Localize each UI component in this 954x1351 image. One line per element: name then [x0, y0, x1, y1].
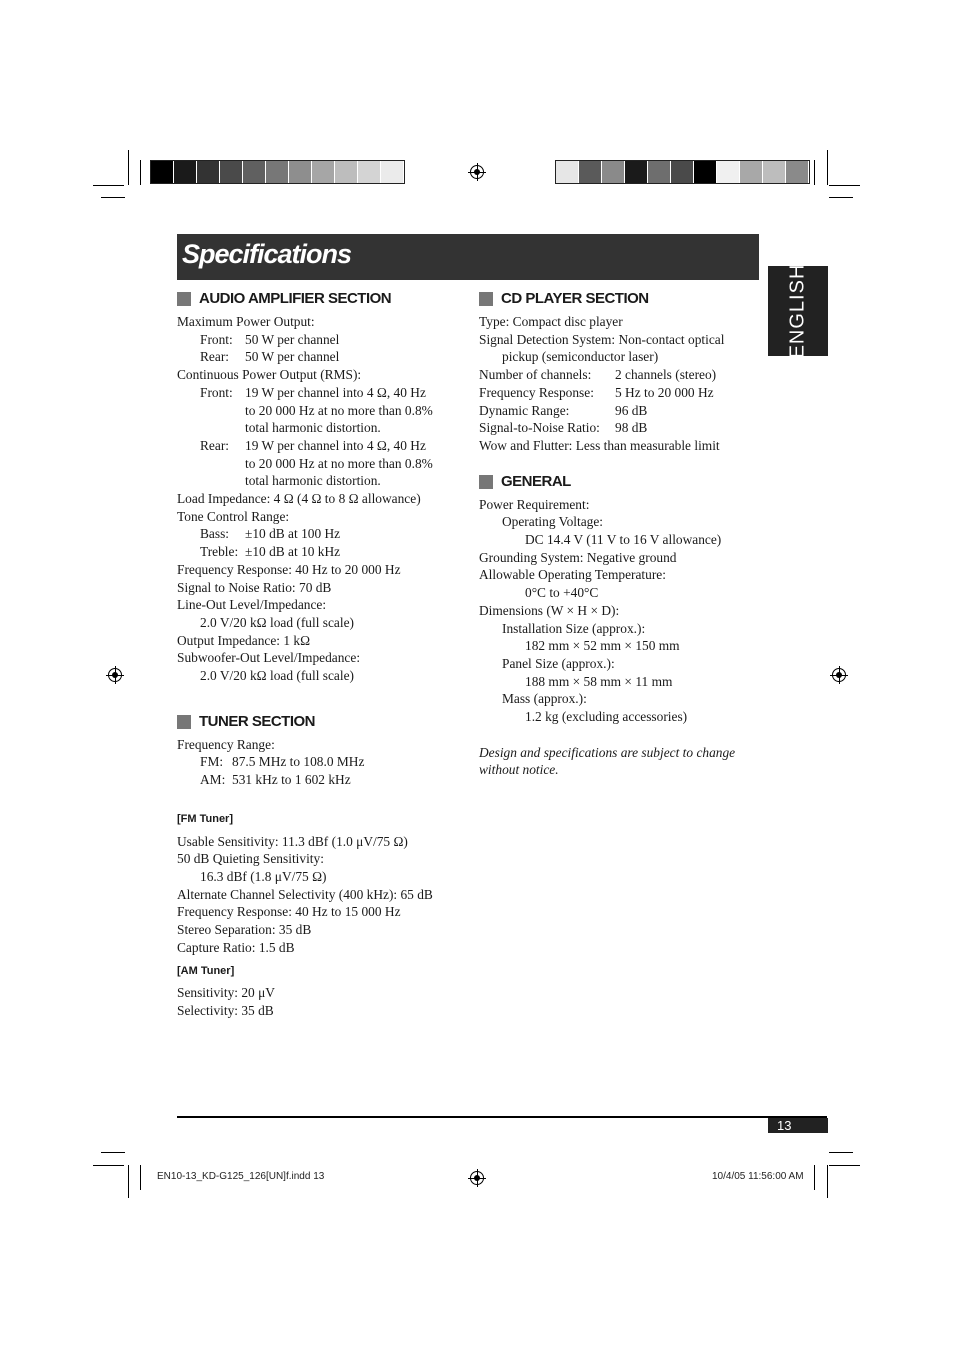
crop-mark	[829, 1165, 860, 1166]
spec-line: 50 dB Quieting Sensitivity:	[177, 851, 324, 867]
spec-value	[245, 437, 433, 490]
spec-label: Front:	[200, 384, 233, 400]
color-swatch	[648, 161, 671, 183]
spec-value-line: to 20 000 Hz at no more than 0.8%	[245, 455, 433, 471]
color-swatch	[243, 161, 266, 183]
registration-mark-icon	[832, 668, 846, 682]
spec-line: Power Requirement:	[479, 496, 590, 512]
spec-value: 87.5 MHz to 108.0 MHz	[232, 754, 365, 770]
color-swatch	[671, 161, 694, 183]
color-swatch	[220, 161, 243, 183]
heading-text: AUDIO AMPLIFIER SECTION	[199, 290, 392, 308]
date-slug: 10/4/05 11:56:00 AM	[712, 1171, 804, 1182]
registration-mark-icon	[108, 668, 122, 682]
spec-row	[479, 419, 759, 437]
spec-line: Operating Voltage:	[502, 514, 604, 530]
disclaimer-note: Design and specifications are subject to change	[479, 744, 736, 760]
color-bar-right	[555, 160, 810, 184]
language-label: ENGLISH	[786, 263, 809, 359]
spec-line: Type: Compact disc player	[479, 314, 623, 329]
spec-value: 2 channels (stereo)	[615, 367, 717, 383]
spec-value: 50 W per channel	[245, 331, 340, 347]
spec-line: pickup (semiconductor laser)	[502, 349, 659, 365]
spec-line: Mass (approx.):	[502, 691, 587, 707]
spec-line: Frequency Response: 40 Hz to 20 000 Hz	[177, 561, 401, 577]
spec-row	[479, 366, 759, 384]
am-tuner-subheading: [AM Tuner]	[177, 964, 235, 977]
spec-line: Allowable Operating Temperature:	[479, 567, 666, 583]
spec-value: 5 Hz to 20 000 Hz	[615, 384, 714, 400]
spec-line: Signal to Noise Ratio: 70 dB	[177, 579, 332, 595]
spec-line: Wow and Flutter: Less than measurable limit	[479, 437, 720, 453]
spec-row	[177, 348, 467, 366]
crop-mark	[827, 150, 828, 185]
heading-text: TUNER SECTION	[199, 712, 316, 730]
spec-line: Selectivity: 35 dB	[177, 1002, 274, 1018]
heading-text: GENERAL	[501, 472, 571, 490]
spec-line: 182 mm × 52 mm × 150 mm	[525, 638, 680, 654]
spec-line: Installation Size (approx.):	[502, 620, 646, 636]
spec-label: Rear:	[200, 437, 229, 453]
spec-line: 16.3 dBf (1.8 μV/75 Ω)	[200, 868, 327, 884]
spec-line: Grounding System: Negative ground	[479, 549, 677, 565]
color-swatch	[763, 161, 786, 183]
title-bar	[177, 234, 759, 280]
spec-line: Continuous Power Output (RMS):	[177, 367, 362, 383]
spec-value-line: total harmonic distortion.	[245, 420, 381, 436]
spec-value: ±10 dB at 10 kHz	[245, 544, 341, 560]
spec-line: Subwoofer-Out Level/Impedance:	[177, 650, 361, 666]
spec-line: Sensitivity: 20 μV	[177, 985, 275, 1001]
spec-line: Output Impedance: 1 kΩ	[177, 632, 311, 648]
section-square-icon	[479, 475, 493, 489]
spec-line: Signal Detection System: Non-contact optical	[479, 331, 725, 347]
color-swatch	[289, 161, 312, 183]
crop-mark	[829, 1152, 853, 1153]
spec-row	[479, 384, 759, 402]
crop-mark	[814, 1165, 815, 1190]
disclaimer-note: without notice.	[479, 762, 559, 778]
crop-mark	[140, 1165, 141, 1190]
color-swatch	[786, 161, 809, 183]
color-swatch	[602, 161, 625, 183]
spec-value	[245, 384, 433, 437]
spec-line: Capture Ratio: 1.5 dB	[177, 939, 295, 955]
color-swatch	[740, 161, 763, 183]
spec-line: Panel Size (approx.):	[502, 655, 615, 671]
page-number: 13	[768, 1118, 828, 1133]
tuner-section-heading	[177, 712, 467, 732]
language-tab	[768, 263, 828, 359]
spec-value: 531 kHz to 1 602 kHz	[232, 772, 351, 788]
color-swatch	[694, 161, 717, 183]
audio-section-heading	[177, 289, 467, 309]
registration-mark-icon	[470, 1171, 484, 1185]
spec-line: 2.0 V/20 kΩ load (full scale)	[200, 668, 354, 684]
crop-mark	[93, 1165, 124, 1166]
spec-line: DC 14.4 V (11 V to 16 V allowance)	[525, 532, 722, 548]
spec-label: Signal-to-Noise Ratio:	[479, 420, 600, 436]
heading-text: CD PLAYER SECTION	[501, 290, 649, 308]
color-swatch	[335, 161, 358, 183]
section-square-icon	[479, 292, 493, 306]
cd-section-heading	[479, 289, 759, 309]
spec-line: Alternate Channel Selectivity (400 kHz): 65 dB	[177, 886, 433, 902]
crop-mark	[814, 160, 815, 185]
color-swatch	[312, 161, 335, 183]
spec-row	[177, 771, 467, 789]
spec-value: 96 dB	[615, 402, 648, 418]
spec-label: Front:	[200, 331, 233, 347]
spec-row	[177, 384, 467, 437]
spec-line: 1.2 kg (excluding accessories)	[525, 709, 688, 725]
file-slug: EN10-13_KD-G125_126[UN]f.indd 13	[157, 1171, 325, 1182]
crop-mark	[140, 160, 141, 185]
crop-mark	[128, 150, 129, 185]
spec-label: Frequency Response:	[479, 384, 594, 400]
color-swatch	[358, 161, 381, 183]
spec-value: 98 dB	[615, 420, 648, 436]
crop-mark	[829, 185, 860, 186]
spec-label: Bass:	[200, 526, 230, 542]
footer-rule	[177, 1116, 827, 1118]
color-swatch	[717, 161, 740, 183]
spec-value: 50 W per channel	[245, 349, 340, 365]
color-swatch	[266, 161, 289, 183]
spec-line: Maximum Power Output:	[177, 314, 315, 329]
spec-line: Usable Sensitivity: 11.3 dBf (1.0 μV/75 Ω)	[177, 833, 408, 849]
crop-mark	[101, 197, 125, 198]
spec-line: Dimensions (W × H × D):	[479, 602, 620, 618]
color-swatch	[151, 161, 174, 183]
fm-tuner-subheading: [FM Tuner]	[177, 812, 234, 825]
spec-row	[177, 543, 467, 561]
color-bar-left	[150, 160, 405, 184]
spec-value-line: to 20 000 Hz at no more than 0.8%	[245, 402, 433, 418]
right-column	[479, 289, 759, 779]
crop-mark	[101, 1152, 125, 1153]
color-swatch	[381, 161, 404, 183]
spec-line: Stereo Separation: 35 dB	[177, 922, 312, 938]
spec-label: Treble:	[200, 544, 239, 560]
spec-row	[177, 437, 467, 490]
registration-mark-icon	[470, 165, 484, 179]
spec-value-line: 19 W per channel into 4 Ω, 40 Hz	[245, 384, 426, 400]
crop-mark	[128, 1165, 129, 1198]
spec-label: AM:	[200, 772, 226, 788]
spec-row	[479, 402, 759, 420]
spec-row	[177, 525, 467, 543]
spec-label: Rear:	[200, 349, 229, 365]
color-swatch	[197, 161, 220, 183]
section-square-icon	[177, 715, 191, 729]
left-column	[177, 289, 467, 1020]
spec-row	[177, 331, 467, 349]
crop-mark	[829, 197, 853, 198]
spec-label: Dynamic Range:	[479, 402, 570, 418]
spec-value: ±10 dB at 100 Hz	[245, 526, 341, 542]
spec-line: 0°C to +40°C	[525, 585, 599, 601]
spec-line: Frequency Response: 40 Hz to 15 000 Hz	[177, 904, 401, 920]
spec-line: Frequency Range:	[177, 736, 275, 752]
general-section-heading	[479, 472, 759, 492]
color-swatch	[579, 161, 602, 183]
spec-value-line: total harmonic distortion.	[245, 473, 381, 489]
spec-label: FM:	[200, 754, 224, 770]
spec-line: 2.0 V/20 kΩ load (full scale)	[200, 614, 354, 630]
spec-line: Tone Control Range:	[177, 508, 290, 524]
crop-mark	[93, 185, 124, 186]
page-title: Specifications	[182, 239, 352, 269]
spec-line: Line-Out Level/Impedance:	[177, 597, 327, 613]
spec-label: Number of channels:	[479, 367, 592, 383]
color-swatch	[625, 161, 648, 183]
spec-row	[177, 753, 467, 771]
color-swatch	[556, 161, 579, 183]
color-swatch	[174, 161, 197, 183]
spec-line: 188 mm × 58 mm × 11 mm	[525, 673, 673, 689]
section-square-icon	[177, 292, 191, 306]
spec-line: Load Impedance: 4 Ω (4 Ω to 8 Ω allowance)	[177, 491, 421, 507]
spec-value-line: 19 W per channel into 4 Ω, 40 Hz	[245, 437, 426, 453]
crop-mark	[827, 1165, 828, 1198]
